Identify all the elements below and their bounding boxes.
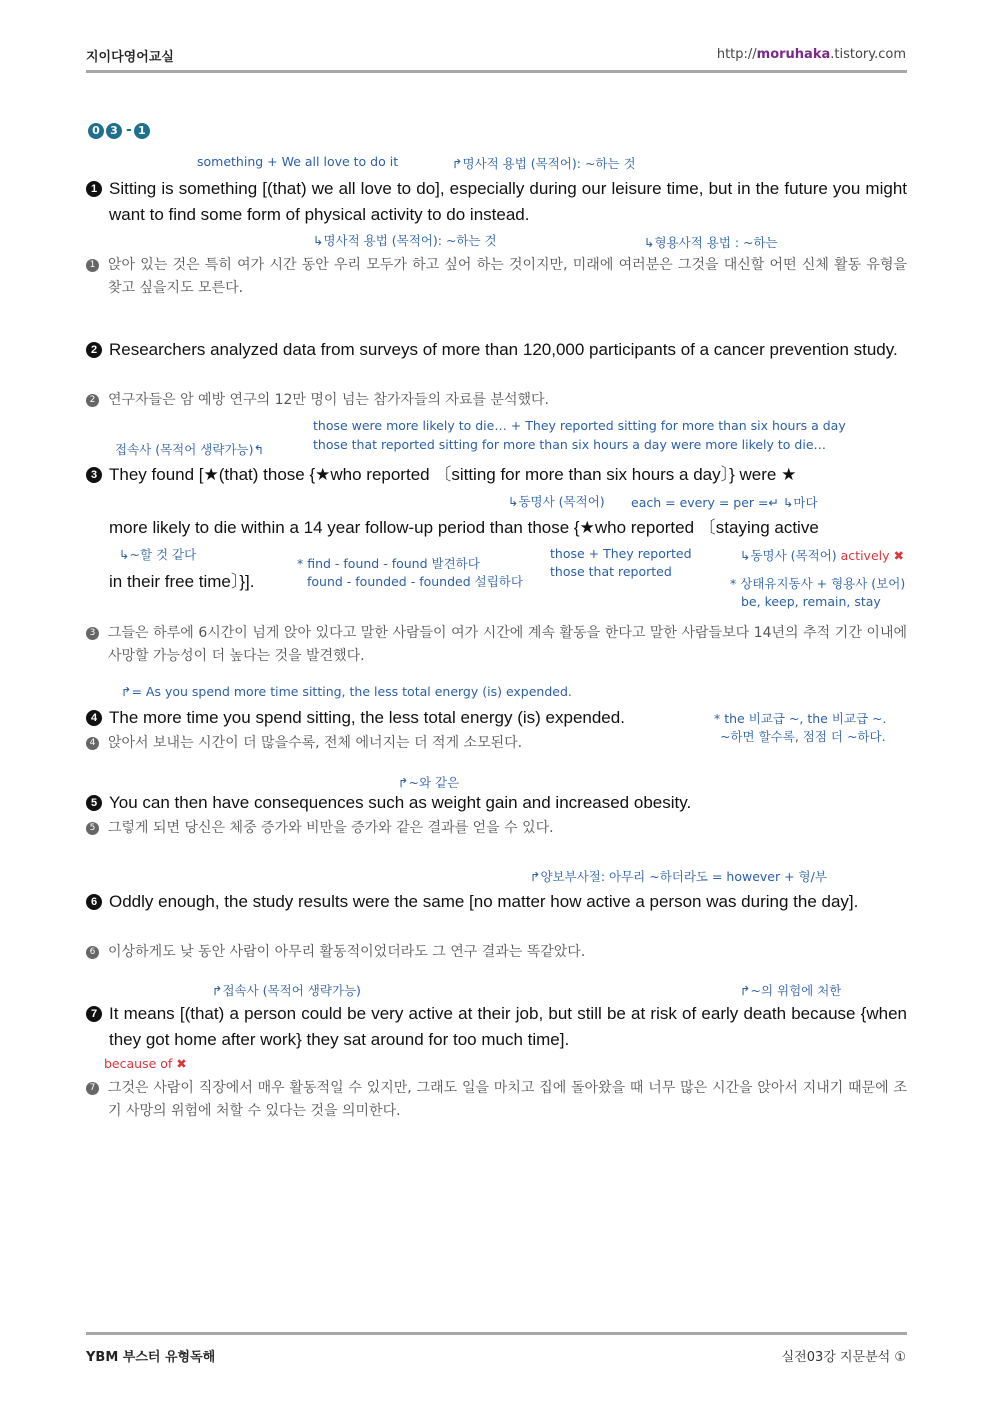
note-s5-such-as: ↱~와 같은 <box>398 775 460 790</box>
note-s3-those-2: those that reported <box>550 564 672 579</box>
note-s6-concession: ↱양보부사절: 아무리 ~하더라도 = however + 형/부 <box>530 869 827 884</box>
bottom-divider <box>86 1332 907 1335</box>
note-s3-likely: ↳~할 것 같다 <box>119 547 197 562</box>
top-divider <box>86 70 907 73</box>
footer-page-label: 실전03강 지문분석 ① <box>781 1350 906 1365</box>
note-s7-conj: ↱접속사 (목적어 생략가능) <box>212 983 361 998</box>
note-s1-relative: something + We all love to do it <box>197 154 399 169</box>
sentence-3-ko: 3 그들은 하루에 6시간이 넘게 앉아 있다고 말한 사람들이 여가 시간에 계속 활동을 한다고 말한 사람들보다 14년의 추적 기간 이내에 사망할 가능성이 더 높다는 것을 발견했다. <box>86 622 907 668</box>
note-s1-noun-use: ↱명사적 용법 (목적어): ~하는 것 <box>452 156 636 171</box>
sentence-2-ko: 2 연구자들은 암 예방 연구의 12만 명이 넘는 참가자들의 자료를 분석했다. <box>86 389 907 412</box>
note-s3-found: found - founded - founded 설립하다 <box>307 574 523 589</box>
note-s1-noun-use-2: ↳명사적 용법 (목적어): ~하는 것 <box>313 233 497 248</box>
sentence-7-ko: 7 그것은 사람이 직장에서 매우 활동적일 수 있지만, 그래도 일을 마치고 집에 돌아왔을 때 너무 많은 시간을 앉아서 지내기 때문에 조기 사망의 위험에 처할 수 있다는 것을 의미한다. <box>86 1077 907 1123</box>
sentence-6-en: 6 Oddly enough, the study results were the same [no matter how active a person was during the day]. <box>86 889 907 915</box>
note-s4-paraphrase: ↱= As you spend more time sitting, the less total energy (is) expended. <box>121 684 572 699</box>
note-s7-because-of: because of ✖ <box>104 1056 187 1071</box>
sentence-3-line-3: in their free time〕}]. <box>109 572 255 591</box>
note-s3-state-list: be, keep, remain, stay <box>741 594 881 609</box>
note-s3-split-2: those that reported sitting for more than six hours a day were more likely to die… <box>313 437 827 452</box>
sentence-2-en: 2 Researchers analyzed data from surveys of more than 120,000 participants of a cancer prevention study. <box>86 337 907 363</box>
footer-title: YBM 부스터 유형독해 <box>86 1350 216 1365</box>
note-s3-per: each = every = per =↵ ↳마다 <box>631 495 818 510</box>
header-title: 지이다영어교실 <box>86 50 174 65</box>
sentence-3-line-1: 3 They found [★(that) those {★who reported 〔sitting for more than six hours a day〕} were ★ <box>86 462 907 488</box>
note-s3-those-1: those + They reported <box>550 546 692 561</box>
header-url[interactable]: http://moruhaka.tistory.com <box>716 47 906 62</box>
note-s3-gerund: ↳동명사 (목적어) <box>508 494 605 509</box>
note-s1-adj-use: ↳형용사적 용법 : ~하는 <box>644 235 778 250</box>
note-s3-conj: 접속사 (목적어 생략가능)↰ <box>115 442 264 457</box>
sentence-6-ko: 6 이상하게도 낮 동안 사람이 아무리 활동적이었더라도 그 연구 결과는 똑같았다. <box>86 941 907 964</box>
sentence-7-en: 7 It means [(that) a person could be very active at their job, but still be at risk of early death because {when they got home after work} they sat around for too much time]. <box>86 1001 907 1053</box>
note-s7-at-risk: ↱~의 위험에 처한 <box>740 983 842 998</box>
note-s4-comparative: * the 비교급 ~, the 비교급 ~. <box>714 711 887 726</box>
sentence-5-en: 5 You can then have consequences such as weight gain and increased obesity. <box>86 790 907 816</box>
sentence-1-en: 1 Sitting is something [(that) we all love to do], especially during our leisure time, but in the future you might want to find some form of physical activity to do instead. <box>86 176 907 228</box>
note-s3-find: * find - found - found 발견하다 <box>297 556 480 571</box>
note-s3-split-1: those were more likely to die… + They reported sitting for more than six hours a day <box>313 418 846 433</box>
sentence-4-en: 4 The more time you spend sitting, the less total energy (is) expended. <box>86 705 686 731</box>
section-marker: 0 3 - 1 <box>88 122 152 139</box>
note-s4-comparative-ko: ~하면 할수록, 점점 더 ~하다. <box>720 729 886 744</box>
sentence-1-ko: 1 앉아 있는 것은 특히 여가 시간 동안 우리 모두가 하고 싶어 하는 것이지만, 미래에 여러분은 그것을 대신할 어떤 신체 활동 유형을 찾고 싶을지도 모른다. <box>86 254 907 300</box>
note-s3-state-verb: * 상태유지동사 + 형용사 (보어) <box>730 576 906 591</box>
sentence-4-ko: 4 앉아서 보내는 시간이 더 많을수록, 전체 에너지는 더 적게 소모된다. <box>86 732 686 755</box>
note-s3-gerund-2: ↳동명사 (목적어) actively ✖ <box>740 548 904 563</box>
sentence-3-line-2: more likely to die within a 14 year follow-up period than those {★who reported 〔staying active <box>109 518 819 537</box>
sentence-5-ko: 5 그렇게 되면 당신은 체중 증가와 비만을 증가와 같은 결과를 얻을 수 있다. <box>86 817 907 840</box>
